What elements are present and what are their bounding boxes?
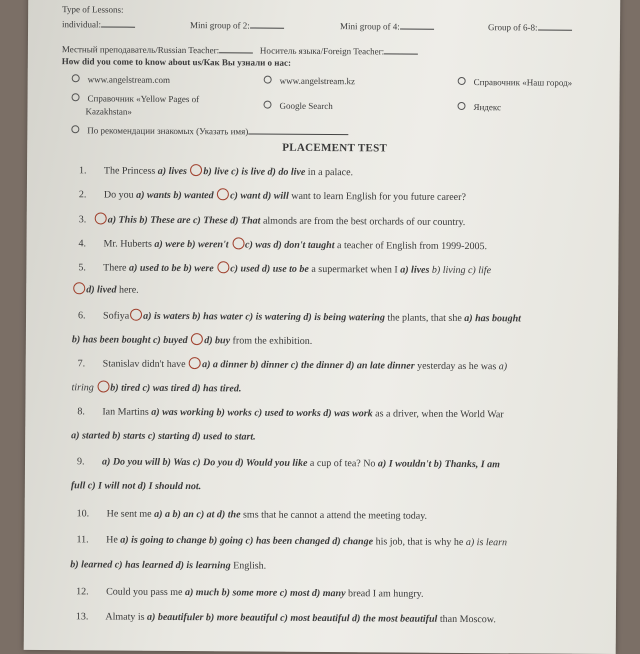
radio-icon [72, 93, 80, 101]
answer-circle-mark [217, 188, 229, 200]
individual-label: individual: [62, 18, 135, 30]
answer-circle-mark [95, 212, 107, 224]
question-12[interactable]: 12. Could you pass me a) much b) some more c) most d) many bread I am hungry. [76, 586, 424, 600]
question-6[interactable]: 6. Sofiya a) is waters b) has water c) is watering d) is being watering the plants, that she a) has bought [77, 310, 522, 325]
option-angelstream-com[interactable]: www.angelstream.com [72, 74, 170, 85]
question-1[interactable]: 1. The Princess a) lives b) live c) is live d) do live in a palace. [79, 165, 354, 179]
question-7-cont: tiring b) tired c) was tired d) has tired. [71, 382, 242, 395]
option-yellow-pages[interactable]: Справочник «Yellow Pages of [72, 93, 200, 104]
answer-circle-mark [191, 333, 203, 345]
radio-icon [458, 77, 466, 85]
answer-circle-mark [190, 164, 202, 176]
radio-icon [71, 125, 79, 133]
page-title: PLACEMENT TEST [282, 141, 388, 155]
type-of-lessons-label: Type of Lessons: [62, 4, 124, 15]
radio-icon [264, 76, 272, 84]
russian-teacher-label: Местный преподаватель/Russian Teacher: [62, 43, 253, 55]
question-11[interactable]: 11. He a) is going to change b) going c) has been changed d) change his job, that is why he a) is learn [76, 534, 508, 549]
mini-group-2-label: Mini group of 2: [190, 19, 284, 31]
radio-icon [263, 101, 271, 109]
radio-icon [457, 102, 465, 110]
placement-test-sheet [24, 0, 621, 654]
question-9[interactable]: 9. a) Do you will b) Was c) Do you d) Would you like a cup of tea? No a) I wouldn't b) Thanks, I am [76, 456, 500, 471]
question-5[interactable]: 5. There a) used to be b) were c) used d) use to be a supermarket when I a) lives b) living c) life [78, 262, 492, 277]
group-6-8-label: Group of 6-8: [488, 21, 572, 33]
question-10[interactable]: 10. He sent me a) a b) an c) at d) the sms that he cannot a attend the meeting today. [76, 508, 428, 522]
question-5-cont: d) lived here. [72, 282, 139, 295]
question-4[interactable]: 4. Mr. Huberts a) were b) weren't c) was d) don't taught a teacher of English from 1999-2005. [78, 238, 488, 253]
answer-circle-mark [232, 237, 244, 249]
option-google-search[interactable]: Google Search [263, 101, 332, 111]
radio-icon [72, 74, 80, 82]
mini-group-4-label: Mini group of 4: [340, 20, 434, 32]
option-angelstream-kz[interactable]: www.angelstream.kz [264, 76, 355, 87]
option-yellow-pages-cont: Kazakhstan» [85, 106, 132, 117]
question-6-cont: b) has been bought c) buyed d) buy from the exhibition. [71, 334, 313, 347]
answer-circle-mark [130, 309, 142, 321]
answer-circle-mark [97, 380, 109, 392]
question-7[interactable]: 7. Stanislav didn't have a) a dinner b) dinner c) the dinner d) an late dinner yesterday as he was a) [77, 358, 508, 373]
option-nash-gorod[interactable]: Справочник «Наш город» [458, 77, 573, 88]
answer-circle-mark [73, 282, 85, 294]
question-8[interactable]: 8. Ian Martins a) was working b) works c) used to works d) was work as a driver, when the World War [77, 406, 504, 421]
how-did-you-come-label: How did you come to know about us/Как Вы узнали о нас: [61, 56, 292, 68]
answer-circle-mark [189, 357, 201, 369]
question-9-cont: full c) I will not d) I should not. [70, 480, 202, 493]
question-2[interactable]: 2. Do you a) wants b) wanted c) want d) will want to learn English for you future career? [78, 189, 466, 204]
question-8-cont: a) started b) starts c) starting d) used to start. [71, 430, 256, 443]
foreign-teacher-label: Носитель языка/Foreign Teacher: [260, 45, 418, 57]
question-13[interactable]: 13. Almaty is a) beautifuler b) more beautiful c) most beautiful d) the most beautiful than Moscow. [75, 611, 496, 626]
answer-circle-mark [217, 261, 229, 273]
question-3[interactable]: 3. a) This b) These are c) These d) That almonds are from the best orchards of our country. [78, 214, 466, 228]
option-friends[interactable]: По рекомендации знакомых (Указать имя) [71, 124, 348, 137]
question-11-cont: b) learned c) has learned d) is learning English. [70, 559, 267, 572]
option-yandex[interactable]: Яндекс [457, 102, 501, 112]
